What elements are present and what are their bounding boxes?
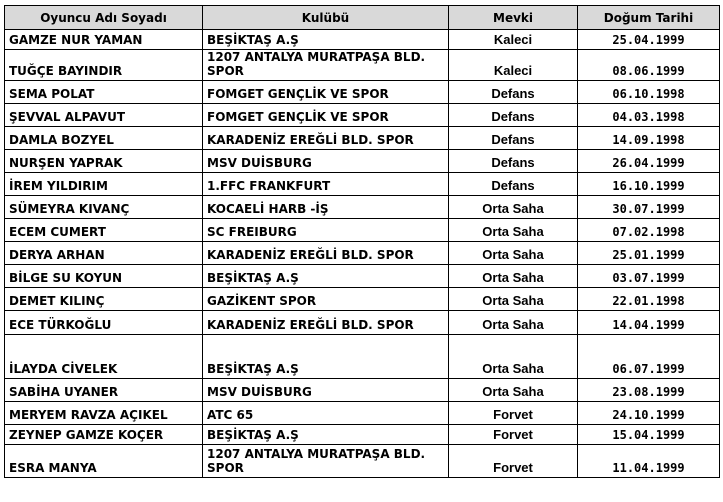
player-name-cell: BİLGE SU KOYUN [5, 265, 203, 288]
birth-date-cell: 08.06.1999 [578, 50, 720, 81]
player-name-cell: ŞEVVAL ALPAVUT [5, 104, 203, 127]
table-row [5, 311, 720, 335]
table-row [5, 150, 720, 173]
header-position: Mevki [449, 6, 578, 30]
table-row [5, 173, 720, 196]
player-name-cell: İREM YILDIRIM [5, 173, 203, 196]
position-cell: Kaleci [449, 50, 578, 81]
player-name-cell: DERYA ARHAN [5, 242, 203, 265]
table-row [5, 104, 720, 127]
table-row [5, 50, 720, 81]
club-cell: MSV DUİSBURG [203, 150, 449, 173]
table-row [5, 242, 720, 265]
table-row [5, 288, 720, 311]
position-cell: Orta Saha [449, 265, 578, 288]
table-row [5, 445, 720, 478]
table-row [5, 219, 720, 242]
position-cell: Defans [449, 104, 578, 127]
header-row [5, 6, 720, 30]
birth-date-cell: 14.09.1998 [578, 127, 720, 150]
club-cell: KARADENİZ EREĞLİ BLD. SPOR [203, 127, 449, 150]
table-row [5, 81, 720, 104]
club-cell: 1207 ANTALYA MURATPAŞA BLD. SPOR [203, 50, 449, 81]
club-cell: SC FREIBURG [203, 219, 449, 242]
position-cell: Orta Saha [449, 242, 578, 265]
position-cell: Defans [449, 173, 578, 196]
player-name-cell: SÜMEYRA KIVANÇ [5, 196, 203, 219]
header-player-name: Oyuncu Adı Soyadı [5, 6, 203, 30]
table-row [5, 30, 720, 50]
club-cell: FOMGET GENÇLİK VE SPOR [203, 81, 449, 104]
table-body [5, 30, 720, 478]
birth-date-cell: 04.03.1998 [578, 104, 720, 127]
position-cell: Orta Saha [449, 311, 578, 335]
position-cell: Orta Saha [449, 379, 578, 402]
club-cell: ATC 65 [203, 402, 449, 425]
position-cell: Orta Saha [449, 288, 578, 311]
table-row [5, 425, 720, 445]
player-name-cell: TUĞÇE BAYINDIR [5, 50, 203, 81]
player-name-cell: SABİHA UYANER [5, 379, 203, 402]
club-cell: 1207 ANTALYA MURATPAŞA BLD. SPOR [203, 445, 449, 478]
position-cell: Orta Saha [449, 219, 578, 242]
club-cell: 1.FFC FRANKFURT [203, 173, 449, 196]
birth-date-cell: 03.07.1999 [578, 265, 720, 288]
birth-date-cell: 30.07.1999 [578, 196, 720, 219]
header-birth-date: Doğum Tarihi [578, 6, 720, 30]
player-name-cell: GAMZE NUR YAMAN [5, 30, 203, 50]
player-name-cell: ECE TÜRKOĞLU [5, 311, 203, 335]
club-cell: FOMGET GENÇLİK VE SPOR [203, 104, 449, 127]
birth-date-cell: 14.04.1999 [578, 311, 720, 335]
club-cell: GAZİKENT SPOR [203, 288, 449, 311]
player-name-cell: ZEYNEP GAMZE KOÇER [5, 425, 203, 445]
birth-date-cell: 07.02.1998 [578, 219, 720, 242]
position-cell: Orta Saha [449, 335, 578, 379]
player-name-cell: MERYEM RAVZA AÇIKEL [5, 402, 203, 425]
club-cell: BEŞİKTAŞ A.Ş [203, 335, 449, 379]
position-cell: Defans [449, 127, 578, 150]
club-cell: KARADENİZ EREĞLİ BLD. SPOR [203, 242, 449, 265]
table-row [5, 196, 720, 219]
position-cell: Orta Saha [449, 196, 578, 219]
player-name-cell: DEMET KILINÇ [5, 288, 203, 311]
birth-date-cell: 06.10.1998 [578, 81, 720, 104]
position-cell: Defans [449, 150, 578, 173]
club-cell: BEŞİKTAŞ A.Ş [203, 265, 449, 288]
birth-date-cell: 11.04.1999 [578, 445, 720, 478]
club-cell: KARADENİZ EREĞLİ BLD. SPOR [203, 311, 449, 335]
position-cell: Forvet [449, 402, 578, 425]
birth-date-cell: 23.08.1999 [578, 379, 720, 402]
position-cell: Forvet [449, 425, 578, 445]
player-name-cell: SEMA POLAT [5, 81, 203, 104]
birth-date-cell: 22.01.1998 [578, 288, 720, 311]
player-name-cell: DAMLA BOZYEL [5, 127, 203, 150]
birth-date-cell: 15.04.1999 [578, 425, 720, 445]
header-club: Kulübü [203, 6, 449, 30]
birth-date-cell: 24.10.1999 [578, 402, 720, 425]
birth-date-cell: 16.10.1999 [578, 173, 720, 196]
position-cell: Defans [449, 81, 578, 104]
birth-date-cell: 06.07.1999 [578, 335, 720, 379]
club-cell: MSV DUİSBURG [203, 379, 449, 402]
table-row [5, 335, 720, 379]
player-name-cell: ECEM CUMERT [5, 219, 203, 242]
table-header [5, 6, 720, 30]
table-row [5, 402, 720, 425]
player-name-cell: İLAYDA CİVELEK [5, 335, 203, 379]
position-cell: Kaleci [449, 30, 578, 50]
table-row [5, 265, 720, 288]
table-row [5, 379, 720, 402]
birth-date-cell: 25.04.1999 [578, 30, 720, 50]
table-row [5, 127, 720, 150]
club-cell: BEŞİKTAŞ A.Ş [203, 425, 449, 445]
position-cell: Forvet [449, 445, 578, 478]
club-cell: KOCAELİ HARB -İŞ [203, 196, 449, 219]
birth-date-cell: 26.04.1999 [578, 150, 720, 173]
player-roster-table [4, 5, 720, 478]
player-name-cell: ESRA MANYA [5, 445, 203, 478]
birth-date-cell: 25.01.1999 [578, 242, 720, 265]
club-cell: BEŞİKTAŞ A.Ş [203, 30, 449, 50]
player-name-cell: NURŞEN YAPRAK [5, 150, 203, 173]
